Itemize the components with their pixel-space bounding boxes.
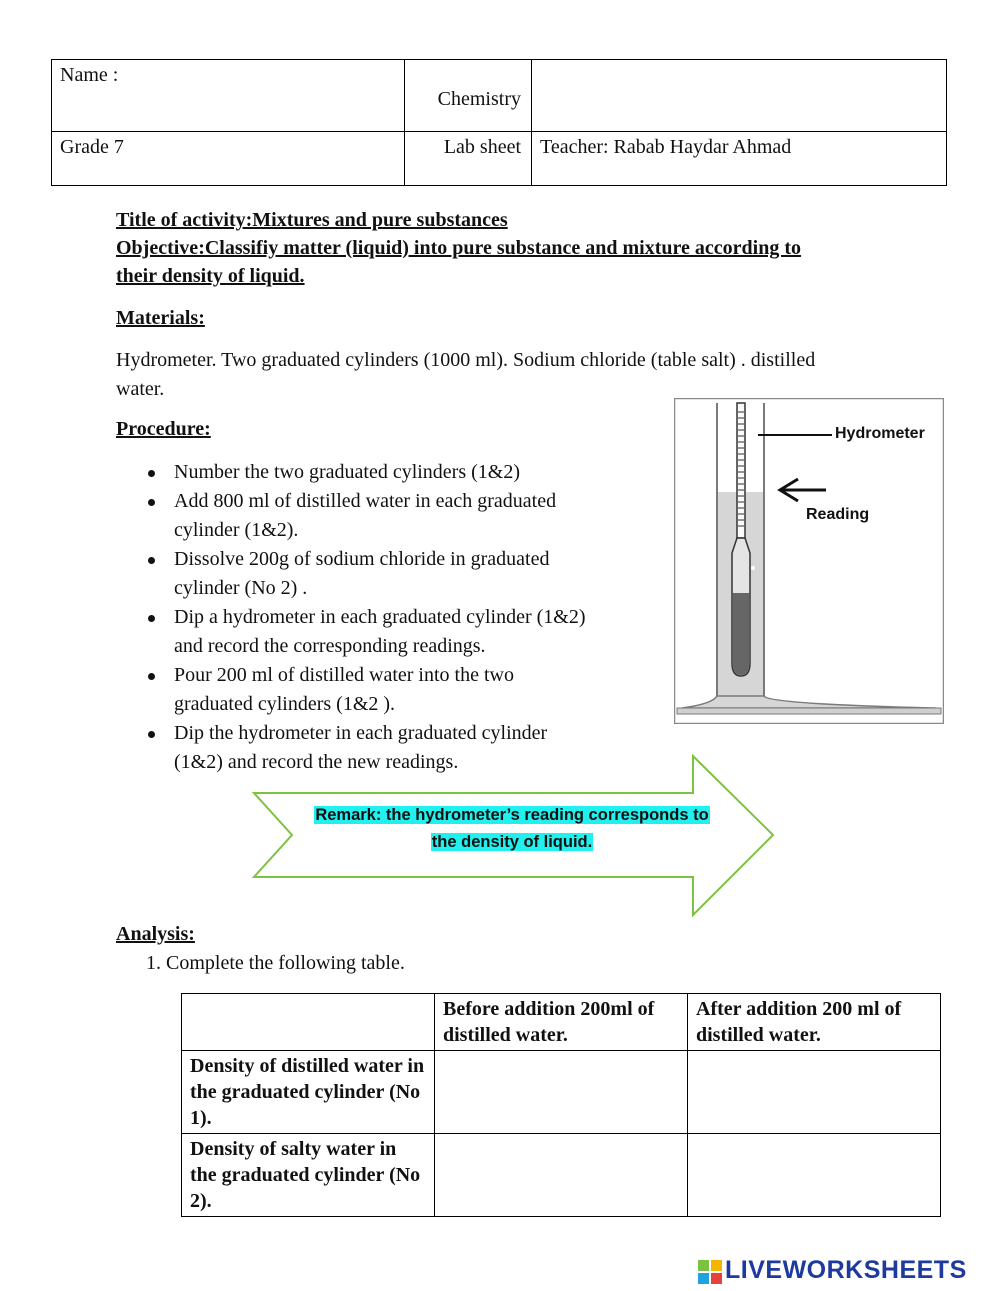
procedure-step: Number the two graduated cylinders (1&2) bbox=[116, 458, 676, 487]
grade-cell: Grade 7 bbox=[52, 132, 405, 186]
remark-line-1: Remark: the hydrometer’s reading corresponds to bbox=[315, 806, 709, 824]
procedure-step: Pour 200 ml of distilled water into the two graduated cylinders (1&2 ). bbox=[116, 661, 676, 719]
procedure-step: Dip a hydrometer in each graduated cylinder (1&2) and record the corresponding readings. bbox=[116, 603, 676, 661]
hydrometer-label: Hydrometer bbox=[835, 425, 925, 442]
teacher-cell: Teacher: Rabab Haydar Ahmad bbox=[532, 132, 947, 186]
activity-title: Title of activity:Mixtures and pure substances bbox=[116, 209, 508, 231]
table-row bbox=[182, 1134, 941, 1217]
remark-line-2: the density of liquid. bbox=[431, 833, 593, 851]
row-label: Density of salty water in the graduated cylinder (No 2). bbox=[182, 1134, 435, 1217]
row-label: Density of distilled water in the graduated cylinder (No 1). bbox=[182, 1051, 435, 1134]
header-cell-before: Before addition 200ml of distilled water. bbox=[435, 994, 688, 1051]
objective-line-2: their density of liquid. bbox=[116, 265, 305, 287]
subject-cell: Chemistry bbox=[405, 60, 532, 132]
answer-cell-after[interactable] bbox=[688, 1051, 941, 1134]
analysis-heading: Analysis: bbox=[116, 923, 195, 945]
materials-text bbox=[116, 346, 936, 404]
procedure-step: Dip the hydrometer in each graduated cylinder (1&2) and record the new readings. bbox=[116, 719, 676, 777]
name-cell bbox=[52, 60, 405, 132]
objective-line-1: Objective:Classifiy matter (liquid) into pure substance and mixture according to bbox=[116, 237, 801, 259]
hydrometer-diagram bbox=[674, 398, 944, 724]
header-table bbox=[51, 59, 947, 186]
remark-text bbox=[292, 802, 732, 856]
liveworksheets-logo bbox=[698, 1256, 994, 1286]
header-cell-empty bbox=[182, 994, 435, 1051]
logo-text: LIVEWORKSHEETS bbox=[725, 1256, 967, 1284]
sheet-type-cell: Lab sheet bbox=[405, 132, 532, 186]
answer-cell-before[interactable] bbox=[435, 1134, 688, 1217]
bulb-highlight bbox=[751, 566, 755, 570]
procedure-list bbox=[116, 458, 676, 777]
header-cell-after: After addition 200 ml of distilled water. bbox=[688, 994, 941, 1051]
materials-line-1: Hydrometer. Two graduated cylinders (1000 ml). Sodium chloride (table salt) . distilled bbox=[116, 349, 816, 371]
name-label: Name : bbox=[60, 64, 119, 86]
logo-icon bbox=[698, 1260, 722, 1284]
table-header-row bbox=[182, 994, 941, 1051]
table-row bbox=[182, 1051, 941, 1134]
remark-callout bbox=[252, 754, 776, 917]
answer-cell-after[interactable] bbox=[688, 1134, 941, 1217]
materials-heading: Materials: bbox=[116, 307, 205, 329]
procedure-step: Dissolve 200g of sodium chloride in graduated cylinder (No 2) . bbox=[116, 545, 676, 603]
hydrometer-figure bbox=[674, 398, 944, 724]
procedure-heading: Procedure: bbox=[116, 418, 211, 440]
analysis-table bbox=[181, 993, 941, 1217]
procedure-step: Add 800 ml of distilled water in each graduated cylinder (1&2). bbox=[116, 487, 676, 545]
materials-line-2: water. bbox=[116, 378, 165, 400]
analysis-question: 1. Complete the following table. bbox=[146, 952, 405, 974]
empty-header-cell bbox=[532, 60, 947, 132]
reading-label: Reading bbox=[806, 506, 870, 523]
answer-cell-before[interactable] bbox=[435, 1051, 688, 1134]
